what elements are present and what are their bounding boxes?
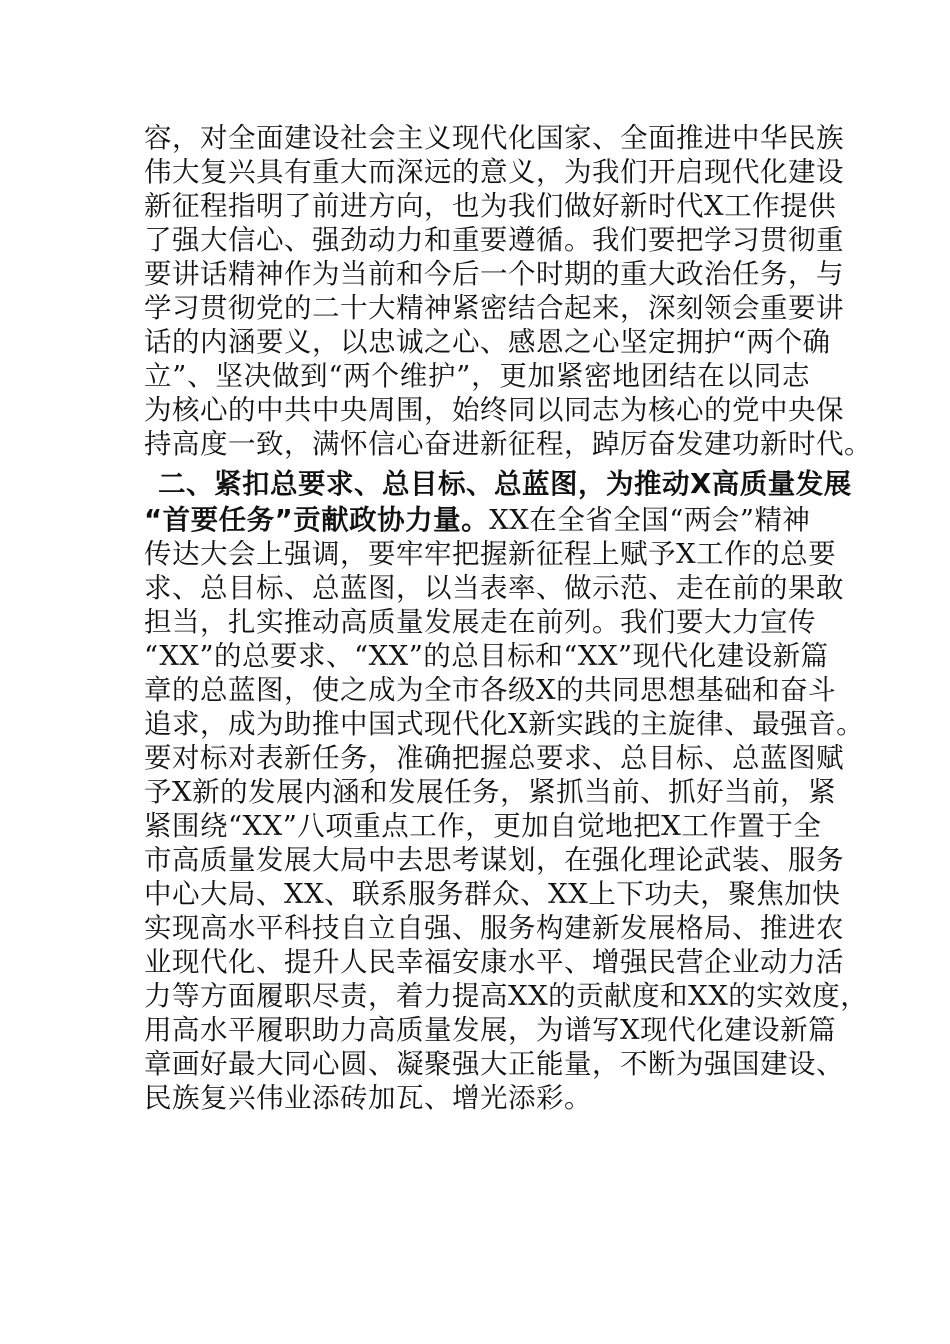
paragraph-line: 中心大局、XX、联系服务群众、XX上下功夫，聚焦加快 (144, 878, 841, 910)
paragraph-line: 新征程指明了前进方向，也为我们做好新时代X工作提供 (144, 190, 837, 222)
paragraph-line: 市高质量发展大局中去思考谋划，在强化理论武装、服务 (144, 844, 844, 876)
paragraph-text: XX在全省全国“两会”精神 (489, 504, 811, 536)
paragraph-line: 业现代化、提升人民幸福安康水平、增强民营企业动力活 (144, 946, 844, 978)
paragraph-line: 予X新的发展内涵和发展任务，紧抓当前、抓好当前，紧 (144, 776, 837, 808)
section-heading-tail: “首要任务”贡献政协力量。 (144, 504, 490, 536)
paragraph-line: 伟大复兴具有重大而深远的意义，为我们开启现代化建设 (144, 156, 844, 188)
paragraph-line: 追求，成为助推中国式现代化X新实践的主旋律、最强音。 (144, 708, 865, 740)
paragraph-line: 力等方面履职尽责，着力提高XX的贡献度和XX的实效度， (144, 980, 869, 1012)
paragraph-line: 章画好最大同心圆、凝聚强大正能量，不断为强国建设、 (144, 1048, 844, 1080)
paragraph-line: “XX”的总要求、“XX”的总目标和“XX”现代化建设新篇 (144, 640, 829, 672)
paragraph-line: 传达大会上强调，要牢牢把握新征程上赋予X工作的总要 (144, 538, 837, 570)
paragraph-line: 话的内涵要义，以忠诚之心、感恩之心坚定拥护“两个确 (144, 326, 831, 358)
paragraph-line: 持高度一致，满怀信心奋进新征程，踔厉奋发建功新时代。 (144, 428, 872, 460)
section-heading: 二、紧扣总要求、总目标、总蓝图，为推动X高质量发展 (158, 468, 852, 500)
paragraph-line: 学习贯彻党的二十大精神紧密结合起来，深刻领会重要讲 (144, 292, 844, 324)
paragraph-line: 实现高水平科技自立自强、服务构建新发展格局、推进农 (144, 912, 844, 944)
paragraph-line: 紧围绕“XX”八项重点工作，更加自觉地把X工作置于全 (144, 810, 822, 842)
paragraph-line: 求、总目标、总蓝图，以当表率、做示范、走在前的果敢 (144, 572, 844, 604)
paragraph-line: 民族复兴伟业添砖加瓦、增光添彩。 (144, 1082, 592, 1114)
paragraph-line: 容，对全面建设社会主义现代化国家、全面推进中华民族 (144, 122, 844, 154)
paragraph-line: 用高水平履职助力高质量发展，为谱写X现代化建设新篇 (144, 1014, 837, 1046)
paragraph-line: 要对标对表新任务，准确把握总要求、总目标、总蓝图赋 (144, 742, 844, 774)
paragraph-line: 要讲话精神作为当前和今后一个时期的重大政治任务，与 (144, 258, 844, 290)
paragraph-line: 立”、坚决做到“两个维护”，更加紧密地团结在以同志 (144, 360, 810, 392)
paragraph-line: 担当，扎实推动高质量发展走在前列。我们要大力宣传 (144, 606, 816, 638)
paragraph-line: 为核心的中共中央周围，始终同以同志为核心的党中央保 (144, 394, 844, 426)
paragraph-line: 了强大信心、强劲动力和重要遵循。我们要把学习贯彻重 (144, 224, 844, 256)
paragraph-line: 章的总蓝图，使之成为全市各级X的共同思想基础和奋斗 (144, 674, 837, 706)
